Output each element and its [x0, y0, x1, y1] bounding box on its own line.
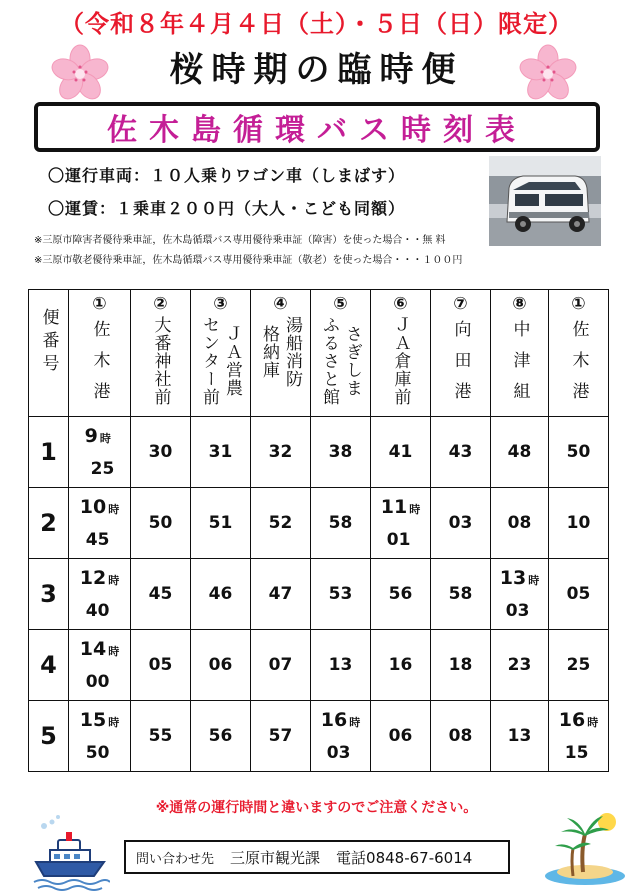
departure-hour: 10 — [79, 495, 107, 518]
departure-time-cell — [549, 701, 609, 772]
departure-time-cell — [549, 417, 609, 488]
departure-time-cell — [131, 559, 191, 630]
hour-unit-label: 時 — [108, 715, 120, 729]
caution-note: ※通常の運行時間と違いますのでご注意ください。 — [155, 800, 478, 816]
departure-minute: 06 — [388, 726, 413, 746]
stop-header — [491, 290, 549, 417]
departure-minute: 30 — [148, 442, 173, 462]
departure-minute: 03 — [505, 600, 530, 621]
departure-minute: 25 — [90, 458, 115, 479]
stop-header — [191, 290, 251, 417]
departure-time-cell — [191, 488, 251, 559]
hour-unit-label: 時 — [349, 715, 361, 729]
departure-time-cell — [191, 630, 251, 701]
departure-time-cell — [131, 488, 191, 559]
departure-minute: 03 — [326, 742, 351, 763]
stop-name: ＪＡ営農 — [222, 325, 242, 397]
stop-header — [69, 290, 131, 417]
departure-time-cell — [311, 488, 371, 559]
departure-time-cell — [491, 559, 549, 630]
stop-name: 大番神社前 — [150, 316, 171, 406]
departure-minute: 15 — [564, 742, 589, 763]
departure-time-cell — [311, 701, 371, 772]
departure-minute: 40 — [85, 600, 110, 621]
departure-minute: 45 — [85, 529, 110, 550]
departure-minute: 08 — [448, 726, 473, 746]
departure-minute: 50 — [85, 742, 110, 763]
departure-minute: 57 — [268, 726, 293, 746]
hour-unit-label: 時 — [108, 573, 120, 587]
timetable-row — [29, 559, 609, 630]
stop-number: ⑤ — [333, 294, 348, 314]
departure-time-cell — [191, 417, 251, 488]
timetable-row — [29, 630, 609, 701]
departure-time-cell — [431, 701, 491, 772]
departure-hour: 14 — [79, 637, 107, 660]
stop-name-line2: センター前 — [199, 316, 219, 406]
departure-time-cell — [69, 559, 131, 630]
departure-minute: 16 — [388, 655, 413, 675]
stop-number: ① — [92, 294, 107, 314]
stop-header — [311, 290, 371, 417]
departure-time-cell — [251, 701, 311, 772]
contact-phone: 電話0848-67-6014 — [336, 848, 473, 867]
departure-minute: 51 — [208, 513, 233, 533]
ship-icon — [30, 814, 110, 892]
departure-time-cell — [69, 417, 131, 488]
departure-time-cell — [431, 559, 491, 630]
run-number: 3 — [29, 559, 69, 630]
departure-time-cell — [251, 559, 311, 630]
page-title: 桜時期の臨時便 — [169, 50, 464, 90]
departure-time-cell — [491, 630, 549, 701]
departure-minute: 25 — [566, 655, 591, 675]
departure-time-cell — [491, 488, 549, 559]
stop-number: ⑥ — [393, 294, 408, 314]
departure-time-cell — [311, 630, 371, 701]
disability-fare-note: ※三原市障害者優待乗車証，佐木島循環バス専用優待乗車証（障害）を使った場合・・無 料 — [34, 235, 446, 246]
hour-unit-label: 時 — [108, 644, 120, 658]
departure-minute: 52 — [268, 513, 293, 533]
stop-header — [371, 290, 431, 417]
hour-unit-label: 時 — [409, 502, 421, 516]
departure-time-cell — [371, 417, 431, 488]
run-number-header-label: 便番号 — [38, 308, 59, 377]
cherry-blossom-icon — [518, 44, 578, 104]
departure-time-cell — [549, 630, 609, 701]
departure-time-cell — [549, 488, 609, 559]
contact-label: 問い合わせ先 — [136, 851, 215, 867]
departure-time-cell — [491, 417, 549, 488]
stop-header — [251, 290, 311, 417]
departure-hour: 16 — [320, 708, 348, 731]
departure-time-cell — [131, 701, 191, 772]
hour-minute — [80, 563, 119, 626]
departure-hour: 13 — [499, 566, 527, 589]
hour-minute — [381, 492, 420, 555]
stop-number: ① — [571, 294, 586, 314]
departure-minute: 05 — [566, 584, 591, 604]
departure-time-cell — [251, 630, 311, 701]
stop-name: ＪＡ倉庫前 — [390, 316, 411, 406]
timetable-row — [29, 701, 609, 772]
timetable-body — [29, 417, 609, 772]
departure-minute: 00 — [85, 671, 110, 692]
departure-minute: 58 — [328, 513, 353, 533]
departure-time-cell — [431, 488, 491, 559]
departure-hour: 11 — [380, 495, 408, 518]
hour-minute — [559, 705, 598, 768]
stop-number: ⑧ — [512, 294, 527, 314]
vehicle-info: 〇運行車両：１０人乗りワゴン車（しまばす） — [48, 166, 406, 185]
bus-timetable — [28, 289, 609, 772]
stop-name: 中津組 — [509, 320, 530, 413]
stop-number: ⑦ — [453, 294, 468, 314]
departure-minute: 50 — [148, 513, 173, 533]
departure-time-cell — [131, 630, 191, 701]
departure-minute: 31 — [208, 442, 233, 462]
departure-hour: 9 — [84, 424, 98, 447]
run-number: 4 — [29, 630, 69, 701]
contact-box — [124, 840, 510, 874]
departure-minute: 13 — [328, 655, 353, 675]
departure-time-cell — [371, 488, 431, 559]
hour-minute — [80, 705, 119, 768]
timetable-row — [29, 488, 609, 559]
departure-time-cell — [251, 417, 311, 488]
departure-minute: 58 — [448, 584, 473, 604]
departure-time-cell — [69, 488, 131, 559]
departure-minute: 56 — [208, 726, 233, 746]
palm-island-icon — [543, 806, 628, 886]
banner-title: 佐木島循環バス時刻表 — [107, 113, 527, 148]
stop-name: 佐木港 — [568, 320, 589, 413]
hour-unit-label: 時 — [108, 502, 120, 516]
stop-header — [431, 290, 491, 417]
departure-minute: 13 — [507, 726, 532, 746]
timetable-row — [29, 417, 609, 488]
departure-minute: 46 — [208, 584, 233, 604]
hour-unit-label: 時 — [99, 431, 111, 445]
stop-header — [549, 290, 609, 417]
hour-minute — [80, 634, 119, 697]
hour-unit-label: 時 — [587, 715, 599, 729]
hour-minute — [80, 492, 119, 555]
stop-header-row — [29, 290, 609, 417]
departure-minute: 56 — [388, 584, 413, 604]
departure-minute: 08 — [507, 513, 532, 533]
stop-number: ② — [153, 294, 168, 314]
departure-minute: 03 — [448, 513, 473, 533]
departure-minute: 23 — [507, 655, 532, 675]
departure-minute: 50 — [566, 442, 591, 462]
stop-name-line2: 格納庫 — [259, 325, 279, 379]
timetable-banner — [34, 102, 600, 152]
departure-minute: 05 — [148, 655, 173, 675]
hour-minute — [321, 705, 360, 768]
departure-minute: 38 — [328, 442, 353, 462]
run-number-header — [29, 290, 69, 417]
departure-minute: 06 — [208, 655, 233, 675]
departure-minute: 47 — [268, 584, 293, 604]
departure-time-cell — [431, 417, 491, 488]
departure-minute: 43 — [448, 442, 473, 462]
stop-header — [131, 290, 191, 417]
departure-time-cell — [69, 630, 131, 701]
stop-name: 佐木港 — [89, 320, 110, 413]
departure-time-cell — [251, 488, 311, 559]
departure-time-cell — [371, 559, 431, 630]
departure-hour: 16 — [558, 708, 586, 731]
stop-name-line2: ふるさと館 — [319, 316, 339, 406]
senior-fare-note: ※三原市敬老優待乗車証，佐木島循環バス専用優待乗車証（敬老）を使った場合・・・１００円 — [34, 255, 463, 266]
departure-time-cell — [131, 417, 191, 488]
stop-number: ③ — [213, 294, 228, 314]
stop-name: 向田港 — [450, 320, 471, 413]
departure-time-cell — [491, 701, 549, 772]
stop-number: ④ — [273, 294, 288, 314]
departure-time-cell — [311, 559, 371, 630]
run-number: 1 — [29, 417, 69, 488]
departure-minute: 07 — [268, 655, 293, 675]
departure-time-cell — [371, 701, 431, 772]
departure-minute: 41 — [388, 442, 413, 462]
departure-time-cell — [69, 701, 131, 772]
departure-time-cell — [191, 701, 251, 772]
departure-time-cell — [371, 630, 431, 701]
fare-info: 〇運賃：１乗車２００円（大人・こども同額） — [48, 199, 406, 218]
departure-time-cell — [549, 559, 609, 630]
departure-time-cell — [311, 417, 371, 488]
departure-time-cell — [431, 630, 491, 701]
stop-name: さぎしま — [342, 325, 362, 397]
departure-minute: 48 — [507, 442, 532, 462]
departure-minute: 01 — [386, 529, 411, 550]
hour-minute — [85, 421, 115, 484]
van-photo — [489, 156, 601, 246]
departure-time-cell — [191, 559, 251, 630]
hour-minute — [500, 563, 539, 626]
departure-minute: 45 — [148, 584, 173, 604]
departure-minute: 32 — [268, 442, 293, 462]
stop-name: 湯船消防 — [282, 316, 302, 388]
departure-minute: 10 — [566, 513, 591, 533]
departure-minute: 18 — [448, 655, 473, 675]
departure-minute: 55 — [148, 726, 173, 746]
run-number: 2 — [29, 488, 69, 559]
hour-unit-label: 時 — [528, 573, 540, 587]
departure-minute: 53 — [328, 584, 353, 604]
contact-department: 三原市観光課 — [230, 848, 321, 867]
date-range-title: （令和８年４月４日（土）・５日（日）限定） — [60, 10, 573, 38]
departure-hour: 15 — [79, 708, 107, 731]
run-number: 5 — [29, 701, 69, 772]
departure-hour: 12 — [79, 566, 107, 589]
